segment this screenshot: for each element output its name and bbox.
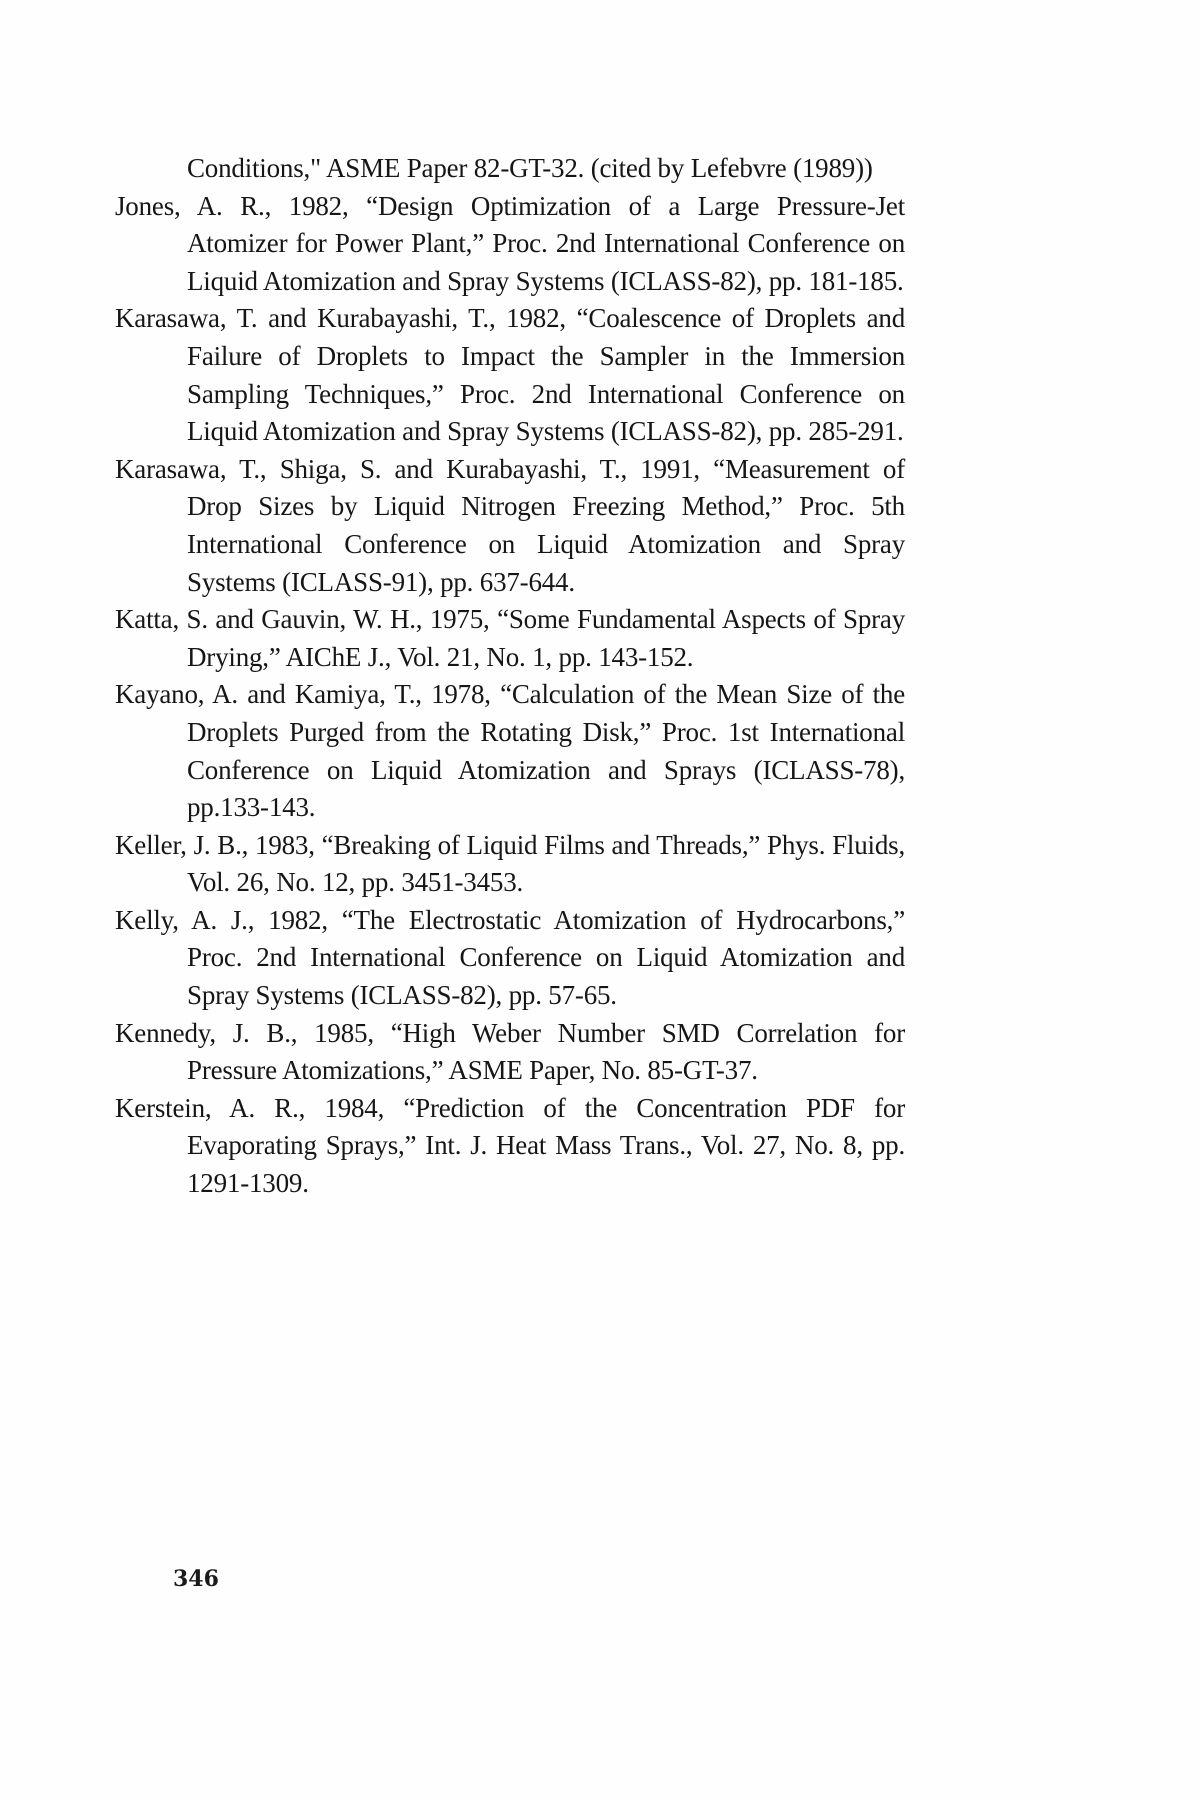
reference-kerstein-1984: Kerstein, A. R., 1984, “Prediction of the Concentration PDF for Evaporating Sprays,” Int. J. Heat Mass Trans., Vol. 27, No. 8, pp. 1291-1309.	[115, 1092, 905, 1199]
page-number: 346	[173, 1566, 219, 1592]
reference-list	[115, 150, 905, 1203]
reference-keller-1983: Keller, J. B., 1983, “Breaking of Liquid Films and Threads,” Phys. Fluids, Vol. 26, No. 12, pp. 3451-3453.	[115, 829, 905, 898]
reference-kelly-1982: Kelly, A. J., 1982, “The Electrostatic Atomization of Hydrocarbons,” Proc. 2nd International Conference on Liquid Atomization and Spray Systems (ICLASS-82), pp. 57-65.	[115, 904, 905, 1011]
reference-continuation: Conditions," ASME Paper 82-GT-32. (cited by Lefebvre (1989))	[187, 153, 873, 183]
reference-jones-1982: Jones, A. R., 1982, “Design Optimization of a Large Pressure-Jet Atomizer for Power Plant,” Proc. 2nd International Conference on Liquid Atomization and Spray Systems (ICLASS-82), pp. 181-185.	[115, 190, 905, 296]
reference-karasawa-kurabayashi-1982: Karasawa, T. and Kurabayashi, T., 1982, “Coalescence of Droplets and Failure of Droplets to Impact the Sampler in the Immersion Sampling Techniques,” Proc. 2nd International Conference on Liquid Atomization and Spray Systems (ICLASS-82), pp. 285-291.	[115, 303, 905, 447]
reference-karasawa-shiga-kurabayashi-1991: Karasawa, T., Shiga, S. and Kurabayashi, T., 1991, “Measurement of Drop Sizes by Liquid Nitrogen Freezing Method,” Proc. 5th International Conference on Liquid Atomization and Spray Systems (ICLASS-91), pp. 637-644.	[115, 453, 905, 597]
reference-kennedy-1985: Kennedy, J. B., 1985, “High Weber Number SMD Correlation for Pressure Atomizations,” ASME Paper, No. 85-GT-37.	[115, 1017, 905, 1086]
reference-kayano-kamiya-1978: Kayano, A. and Kamiya, T., 1978, “Calculation of the Mean Size of the Droplets Purged from the Rotating Disk,” Proc. 1st International Conference on Liquid Atomization and Sprays (ICLASS-78), pp.133-143.	[115, 679, 905, 823]
reference-katta-gauvin-1975: Katta, S. and Gauvin, W. H., 1975, “Some Fundamental Aspects of Spray Drying,” AIChE J., Vol. 21, No. 1, pp. 143-152.	[115, 604, 905, 672]
